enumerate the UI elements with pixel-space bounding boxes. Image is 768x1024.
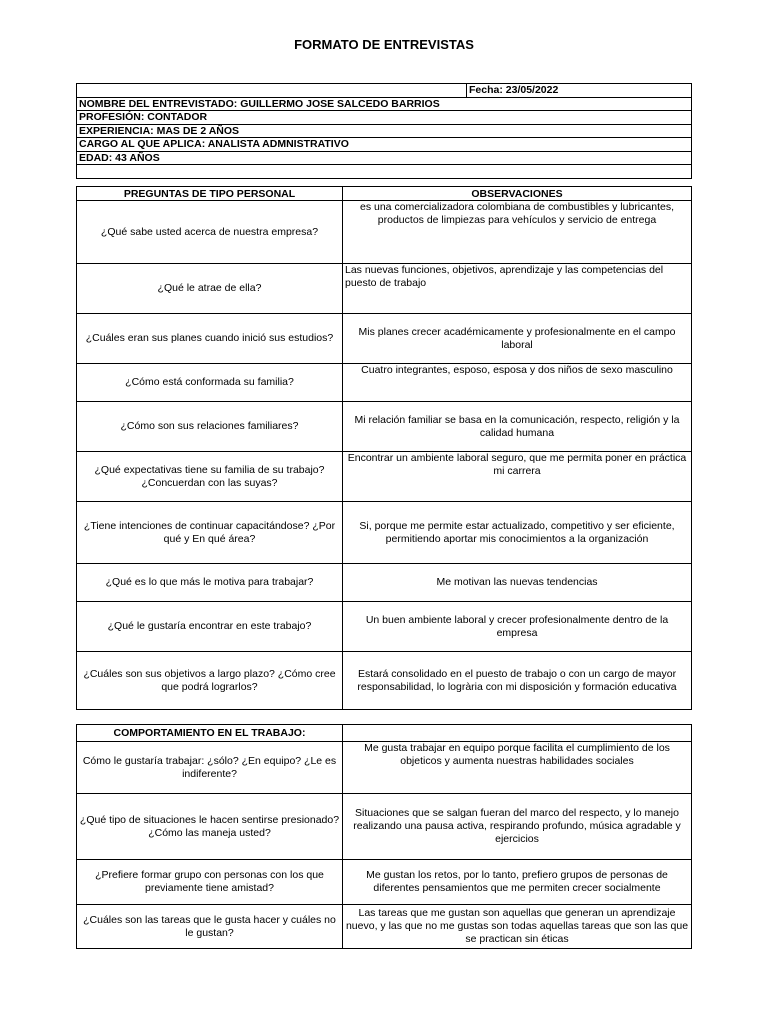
table-row xyxy=(77,452,692,502)
behavior-heading: COMPORTAMIENTO EN EL TRABAJO: xyxy=(77,725,343,742)
answer-cell: Me gustan los retos, por lo tanto, prefiero grupos de personas de diferentes pensamientos que me permiten crecer socialmente xyxy=(343,860,692,905)
question-cell: ¿Prefiere formar grupo con personas con los que previamente tiene amistad? xyxy=(77,860,343,905)
answer-cell: Me motivan las nuevas tendencias xyxy=(343,564,692,602)
table-row xyxy=(77,564,692,602)
profession: PROFESIÓN: CONTADOR xyxy=(77,111,692,125)
personal-questions-heading: PREGUNTAS DE TIPO PERSONAL xyxy=(77,187,343,201)
table-row xyxy=(77,264,692,314)
table-row xyxy=(77,502,692,564)
answer-cell: Un buen ambiente laboral y crecer profesionalmente dentro de la empresa xyxy=(343,602,692,652)
table-row xyxy=(77,602,692,652)
question-cell: ¿Qué sabe usted acerca de nuestra empresa? xyxy=(77,201,343,264)
question-cell: ¿Cómo son sus relaciones familiares? xyxy=(77,402,343,452)
answer-cell: Las tareas que me gustan son aquellas que generan un aprendizaje nuevo, y las que no me gustas son todas aquellas tareas que son las que se practican sin éticas xyxy=(343,905,692,949)
document-title: FORMATO DE ENTREVISTAS xyxy=(294,37,474,52)
observations-heading: OBSERVACIONES xyxy=(343,187,692,201)
answer-cell: Mis planes crecer académicamente y profesionalmente en el campo laboral xyxy=(343,314,692,364)
question-cell: ¿Cuáles son sus objetivos a largo plazo? ¿Cómo cree que podrá lograrlos? xyxy=(77,652,343,710)
date-row xyxy=(77,84,692,98)
behavior-header-row xyxy=(77,725,692,742)
question-cell: ¿Qué le gustaría encontrar en este trabajo? xyxy=(77,602,343,652)
question-cell: ¿Tiene intenciones de continuar capacitándose? ¿Por qué y En qué área? xyxy=(77,502,343,564)
empty-cell xyxy=(343,725,692,742)
position-applied: CARGO AL QUE APLICA: ANALISTA ADMNISTRATIVO xyxy=(77,138,692,152)
answer-cell: Cuatro integrantes, esposo, esposa y dos niños de sexo masculino xyxy=(343,364,692,402)
question-cell: Cómo le gustaría trabajar: ¿sólo? ¿En equipo? ¿Le es indiferente? xyxy=(77,742,343,794)
age: EDAD: 43 AÑOS xyxy=(77,151,692,165)
answer-cell: Situaciones que se salgan fueran del marco del respecto, y lo manejo realizando una pausa activa, respirando profundo, música agradable y ejercicios xyxy=(343,794,692,860)
answer-cell: es una comercializadora colombiana de combustibles y lubricantes, productos de limpiezas para vehículos y servicio de entrega xyxy=(343,201,692,264)
question-cell: ¿Qué le atrae de ella? xyxy=(77,264,343,314)
interviewee-name: NOMBRE DEL ENTREVISTADO: GUILLERMO JOSE SALCEDO BARRIOS xyxy=(77,97,692,111)
question-cell: ¿Qué tipo de situaciones le hacen sentirse presionado? ¿Cómo las maneja usted? xyxy=(77,794,343,860)
empty-row xyxy=(77,165,692,179)
table-row xyxy=(77,652,692,710)
personal-header-row xyxy=(77,187,692,201)
table-row xyxy=(77,201,692,264)
empty-cell xyxy=(77,84,467,98)
answer-cell: Mi relación familiar se basa en la comunicación, respecto, religión y la calidad humana xyxy=(343,402,692,452)
personal-questions-table xyxy=(76,186,692,710)
question-cell: ¿Cuáles eran sus planes cuando inició sus estudios? xyxy=(77,314,343,364)
work-behavior-table xyxy=(76,724,692,949)
question-cell: ¿Qué expectativas tiene su familia de su trabajo? ¿Concuerdan con las suyas? xyxy=(77,452,343,502)
answer-cell: Encontrar un ambiente laboral seguro, que me permita poner en práctica mi carrera xyxy=(343,452,692,502)
answer-cell: Si, porque me permite estar actualizado, competitivo y ser eficiente, permitiendo aportar mis conocimientos a la organización xyxy=(343,502,692,564)
table-row xyxy=(77,314,692,364)
table-row xyxy=(77,860,692,905)
question-cell: ¿Cuáles son las tareas que le gusta hacer y cuáles no le gustan? xyxy=(77,905,343,949)
table-row xyxy=(77,402,692,452)
answer-cell: Me gusta trabajar en equipo porque facilita el cumplimiento de los objeticos y aumenta nuestras habilidades sociales xyxy=(343,742,692,794)
table-row xyxy=(77,794,692,860)
answer-cell: Las nuevas funciones, objetivos, aprendizaje y las competencias del puesto de trabajo xyxy=(343,264,692,314)
experience: EXPERIENCIA: MAS DE 2 AÑOS xyxy=(77,124,692,138)
interviewee-info-table xyxy=(76,83,692,179)
table-row xyxy=(77,905,692,949)
table-row xyxy=(77,742,692,794)
question-cell: ¿Qué es lo que más le motiva para trabajar? xyxy=(77,564,343,602)
table-row xyxy=(77,364,692,402)
answer-cell: Estará consolidado en el puesto de trabajo o con un cargo de mayor responsabilidad, lo logrària con mi disposición y formación educativa xyxy=(343,652,692,710)
interview-date: Fecha: 23/05/2022 xyxy=(467,84,692,98)
question-cell: ¿Cómo está conformada su familia? xyxy=(77,364,343,402)
